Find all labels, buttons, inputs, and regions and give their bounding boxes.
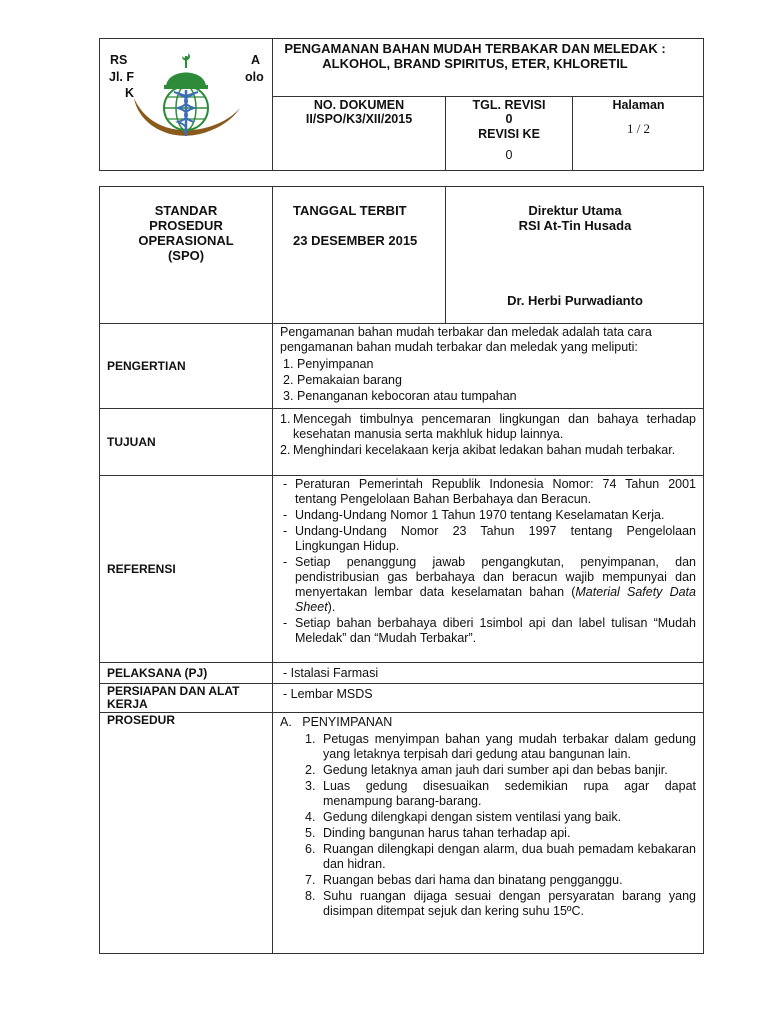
pelaksana-label: PELAKSANA (PJ) — [107, 666, 208, 680]
page-number: 1 / 2 — [626, 121, 651, 136]
pengertian-content — [280, 325, 696, 404]
list-item: 1. Petugas menyimpan bahan yang mudah terbakar dalam gedung yang letaknya terpisah dari gedung atau bangunan lain. — [305, 732, 696, 761]
org-city-line: K — [125, 86, 135, 100]
list-item: 1. Penyimpanan — [283, 357, 374, 371]
prosedur-list — [305, 732, 696, 919]
director-title: Direktur Utama — [528, 203, 622, 218]
pengertian-label: PENGERTIAN — [107, 359, 186, 373]
revision-date-value: 0 — [505, 112, 513, 126]
page-label: Halaman — [612, 98, 665, 112]
referensi-content — [283, 477, 696, 646]
list-item: - Undang-Undang Nomor 23 Tahun 1997 tentang Pengelolaan Lingkungan Hidup. — [283, 524, 696, 553]
org-address-line-end: olo — [245, 70, 264, 84]
tujuan-content — [280, 412, 696, 458]
list-item: 2. Pemakaian barang — [283, 373, 402, 387]
prosedur-label: PROSEDUR — [107, 713, 176, 727]
revision-number-value: 0 — [505, 148, 513, 162]
list-item: - Undang-Undang Nomor 1 Tahun 1970 tentang Keselamatan Kerja. — [283, 508, 665, 522]
hospital-name: RSI At-Tin Husada — [518, 218, 632, 233]
org-name-line1: RS — [110, 53, 128, 67]
list-item: 7. Ruangan bebas dari hama dan binatang pengganggu. — [305, 873, 623, 887]
list-item: 2. Gedung letaknya aman jauh dari sumber api dan bebas banjir. — [305, 763, 668, 777]
issue-date-label: TANGGAL TERBIT — [293, 203, 407, 218]
persiapan-label: PERSIAPAN DAN ALAT KERJA — [107, 684, 240, 711]
pelaksana-value: - Istalasi Farmasi — [283, 666, 379, 680]
list-item: 3. Penanganan kebocoran atau tumpahan — [283, 389, 517, 403]
pengertian-intro: Pengamanan bahan mudah terbakar dan meledak adalah tata cara pengamanan bahan mudah terbakar dan meledak yang meliputi: — [280, 325, 652, 354]
org-address-line: Jl. F — [109, 70, 135, 84]
hospital-logo-icon — [128, 50, 248, 145]
prosedur-section-heading: A. PENYIMPANAN — [280, 715, 393, 729]
list-item: - Peraturan Pemerintah Republik Indonesia Nomor: 74 Tahun 2001 tentang Pengelolaan Bahan Berbahaya dan Beracun. — [283, 477, 696, 506]
spo-label: STANDAR PROSEDUR OPERASIONAL (SPO) — [138, 203, 234, 263]
referensi-label: REFERENSI — [107, 562, 176, 576]
persiapan-value: - Lembar MSDS — [283, 687, 373, 701]
revision-date-label: TGL. REVISI — [472, 98, 546, 112]
list-item: - Setiap bahan berbahaya diberi 1simbol api dan label tulisan “Mudah Meledak” dan “Mudah Terbakar”. — [283, 616, 696, 645]
tujuan-label: TUJUAN — [107, 435, 156, 449]
list-item: 8. Suhu ruangan dijaga sesuai dengan persyaratan barang yang disimpan ditempat sejuk dan kering suhu 15ºC. — [305, 889, 696, 918]
org-name-line1-end: A — [251, 53, 261, 67]
list-item: 3. Luas gedung disesuaikan sedemikian rupa agar dapat menampung barang-barang. — [305, 779, 696, 808]
doc-number-value: II/SPO/K3/XII/2015 — [305, 112, 413, 126]
list-item: 4. Gedung dilengkapi dengan sistem ventilasi yang baik. — [305, 810, 622, 824]
doc-number-label: NO. DOKUMEN — [313, 98, 405, 112]
document-title: PENGAMANAN BAHAN MUDAH TERBAKAR DAN MELEDAK : ALKOHOL, BRAND SPIRITUS, ETER, KHLORETIL — [284, 41, 666, 71]
list-item: 1. Mencegah timbulnya pencemaran lingkungan dan bahaya terhadap kesehatan manusia serta makhluk hidup lainnya. — [280, 412, 696, 441]
list-item: 2. Menghindari kecelakaan kerja akibat ledakan bahan mudah terbakar. — [280, 443, 676, 457]
list-item: - Setiap penanggung jawab pengangkutan, penyimpanan, dan pendistribusian gas berbahaya dan beracun wajib mempunyai dan menyertakan lembar data keselamatan bahan (Material Safety Data Sheet). — [283, 555, 696, 614]
list-item: 5. Dinding bangunan harus tahan terhadap api. — [305, 826, 571, 840]
issue-date-value: 23 DESEMBER 2015 — [293, 233, 418, 248]
revision-number-label: REVISI KE — [478, 127, 540, 141]
director-name: Dr. Herbi Purwadianto — [507, 293, 643, 308]
list-item: 6. Ruangan dilengkapi dengan alarm, dua buah pemadam kebakaran dan hidran. — [305, 842, 696, 871]
